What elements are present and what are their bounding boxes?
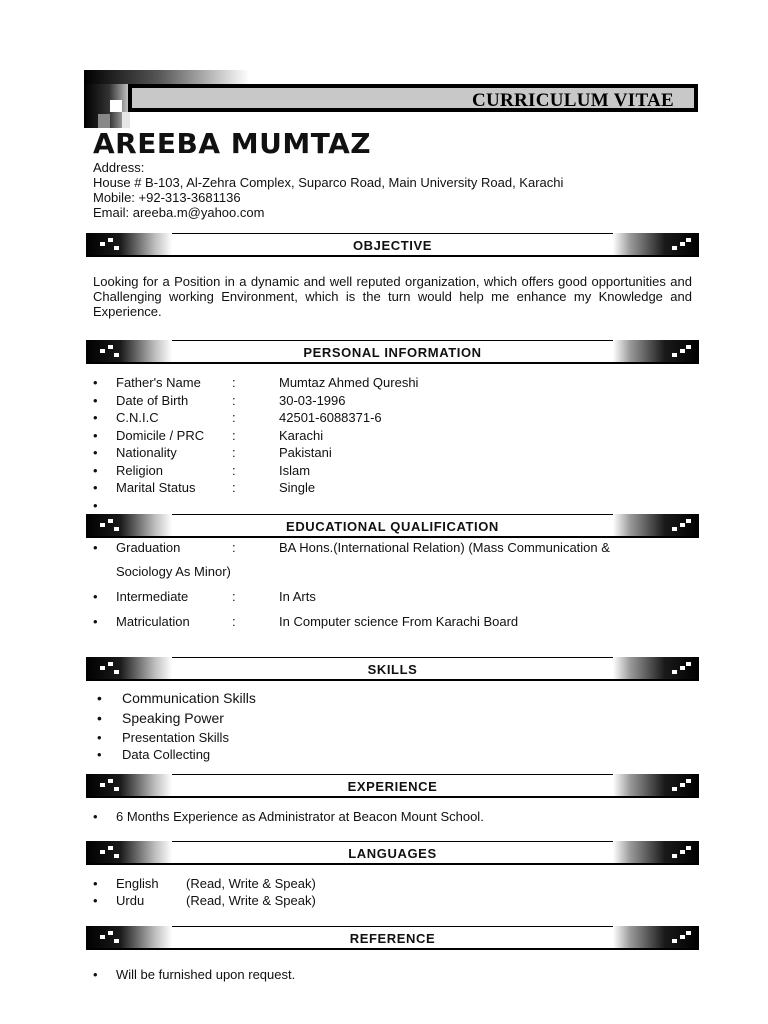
section-header-experience bbox=[86, 774, 699, 798]
personal-info-row: • Marital Status : Single bbox=[93, 480, 316, 495]
section-header-objective bbox=[86, 233, 699, 257]
education-row: • Graduation : BA Hons.(International Relation) (Mass Communication & bbox=[93, 540, 610, 555]
education-row: • Intermediate : In Arts bbox=[93, 589, 316, 604]
objective-text: Looking for a Position in a dynamic and well reputed organization, which offers good opportunities and Challenging working Environment, which is the turn would help me enhance my Knowledge and Experience. bbox=[93, 274, 692, 319]
section-title-experience: EXPERIENCE bbox=[347, 779, 438, 794]
banner-title-bar bbox=[128, 84, 698, 112]
personal-info-row: • Date of Birth : 30-03-1996 bbox=[93, 393, 346, 408]
email-text: Email: areeba.m@yahoo.com bbox=[93, 205, 265, 220]
education-row: • Matriculation : In Computer science From Karachi Board bbox=[93, 614, 519, 629]
contact-block bbox=[93, 160, 563, 220]
address-label: Address: bbox=[93, 160, 145, 175]
reference-item: • Will be furnished upon request. bbox=[93, 967, 296, 982]
document-title: CURRICULUM VITAE bbox=[471, 90, 674, 111]
section-title-education: EDUCATIONAL QUALIFICATION bbox=[286, 519, 499, 534]
personal-info-row: • C.N.I.C : 42501-6088371-6 bbox=[93, 410, 382, 425]
section-title-skills: SKILLS bbox=[367, 662, 418, 677]
personal-info-row: • Father's Name : Mumtaz Ahmed Qureshi bbox=[93, 375, 419, 390]
personal-info-row: • Religion : Islam bbox=[93, 463, 311, 478]
section-title-objective: OBJECTIVE bbox=[352, 238, 433, 253]
education-row-continuation: Sociology As Minor) bbox=[116, 564, 231, 579]
section-header-reference bbox=[86, 926, 699, 950]
section-header-personal-information bbox=[86, 340, 699, 364]
section-title-languages: LANGUAGES bbox=[348, 846, 437, 861]
section-header-languages bbox=[86, 841, 699, 865]
address-text: House # B-103, Al-Zehra Complex, Suparco Road, Main University Road, Karachi bbox=[93, 175, 564, 190]
personal-info-row: • Domicile / PRC : Karachi bbox=[93, 428, 324, 443]
mobile-text: Mobile: +92-313-3681136 bbox=[93, 190, 241, 205]
section-title-reference: REFERENCE bbox=[349, 931, 436, 946]
section-header-education bbox=[86, 514, 699, 538]
language-item: • English (Read, Write & Speak) bbox=[93, 876, 316, 891]
section-title-personal-information: PERSONAL INFORMATION bbox=[303, 345, 482, 360]
empty-bullet: • bbox=[93, 498, 98, 513]
candidate-name: AREEBA MUMTAZ bbox=[93, 127, 372, 160]
cv-title-banner bbox=[84, 70, 700, 128]
banner-left-block bbox=[84, 84, 130, 128]
personal-info-row: • Nationality : Pakistani bbox=[93, 445, 332, 460]
experience-item: • 6 Months Experience as Administrator at Beacon Mount School. bbox=[93, 809, 484, 824]
section-header-skills bbox=[86, 657, 699, 681]
language-item: • Urdu (Read, Write & Speak) bbox=[93, 893, 316, 908]
